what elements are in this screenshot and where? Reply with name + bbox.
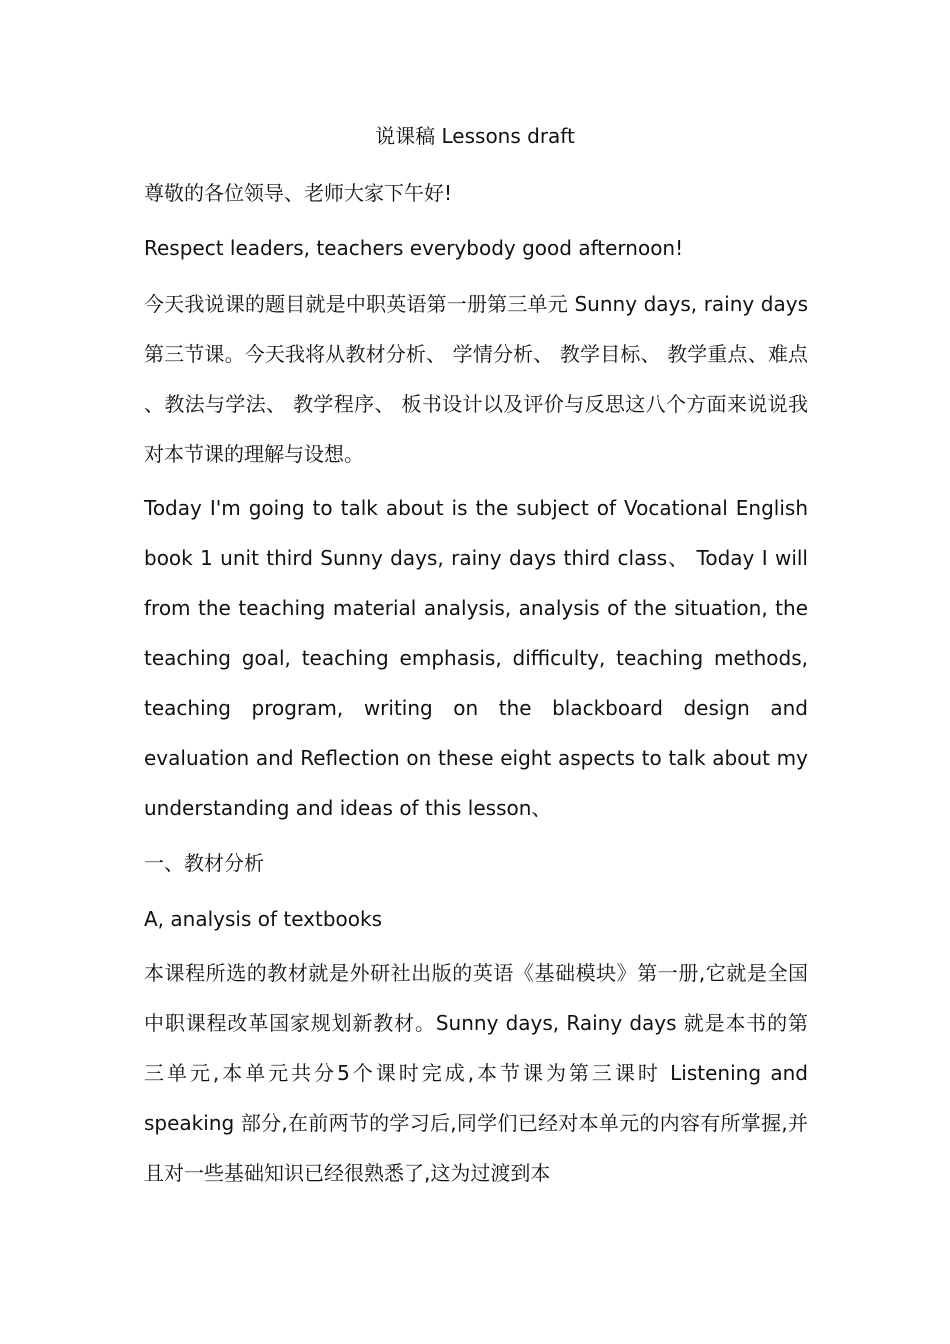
document-title: 说课稿 Lessons draft xyxy=(375,124,575,148)
section-body-chinese: 本课程所选的教材就是外研社出版的英语《基础模块》第一册,它就是全国中职课程改革国家规划新教材。Sunny days, Rainy days 就是本书的第三单元,本单元共分5个课时完成,本节课为第三课时 Listening and speaking 部分,在前两节的学习后,同学们已经对本单元的内容有所掌握,并且对一些基础知识已经很熟悉了,这为过渡到本 xyxy=(144,961,808,1185)
section-heading-english: A, analysis of textbooks xyxy=(144,907,383,931)
section-heading-chinese: 一、教材分析 xyxy=(144,851,264,875)
intro-paragraph-english: Today I'm going to talk about is the subject of Vocational English book 1 unit third Sunny days, rainy days third class、 Today I will from the teaching material analysis, analysis of the situation, the teaching goal, teaching emphasis, difficulty, teaching methods, teaching program, writing on the blackboard design and evaluation and Reflection on these eight aspects to talk about my understanding and ideas of this lesson、 xyxy=(144,496,808,820)
intro-paragraph-chinese: 今天我说课的题目就是中职英语第一册第三单元 Sunny days, rainy days 第三节课。今天我将从教材分析、 学情分析、 教学目标、 教学重点、难点 、教法与学法、 教学程序、 板书设计以及评价与反思这八个方面来说说我对本节课的理解与设想。 xyxy=(144,292,808,466)
greeting-chinese: 尊敬的各位领导、老师大家下午好! xyxy=(144,181,453,205)
greeting-english: Respect leaders, teachers everybody good afternoon! xyxy=(144,236,684,260)
